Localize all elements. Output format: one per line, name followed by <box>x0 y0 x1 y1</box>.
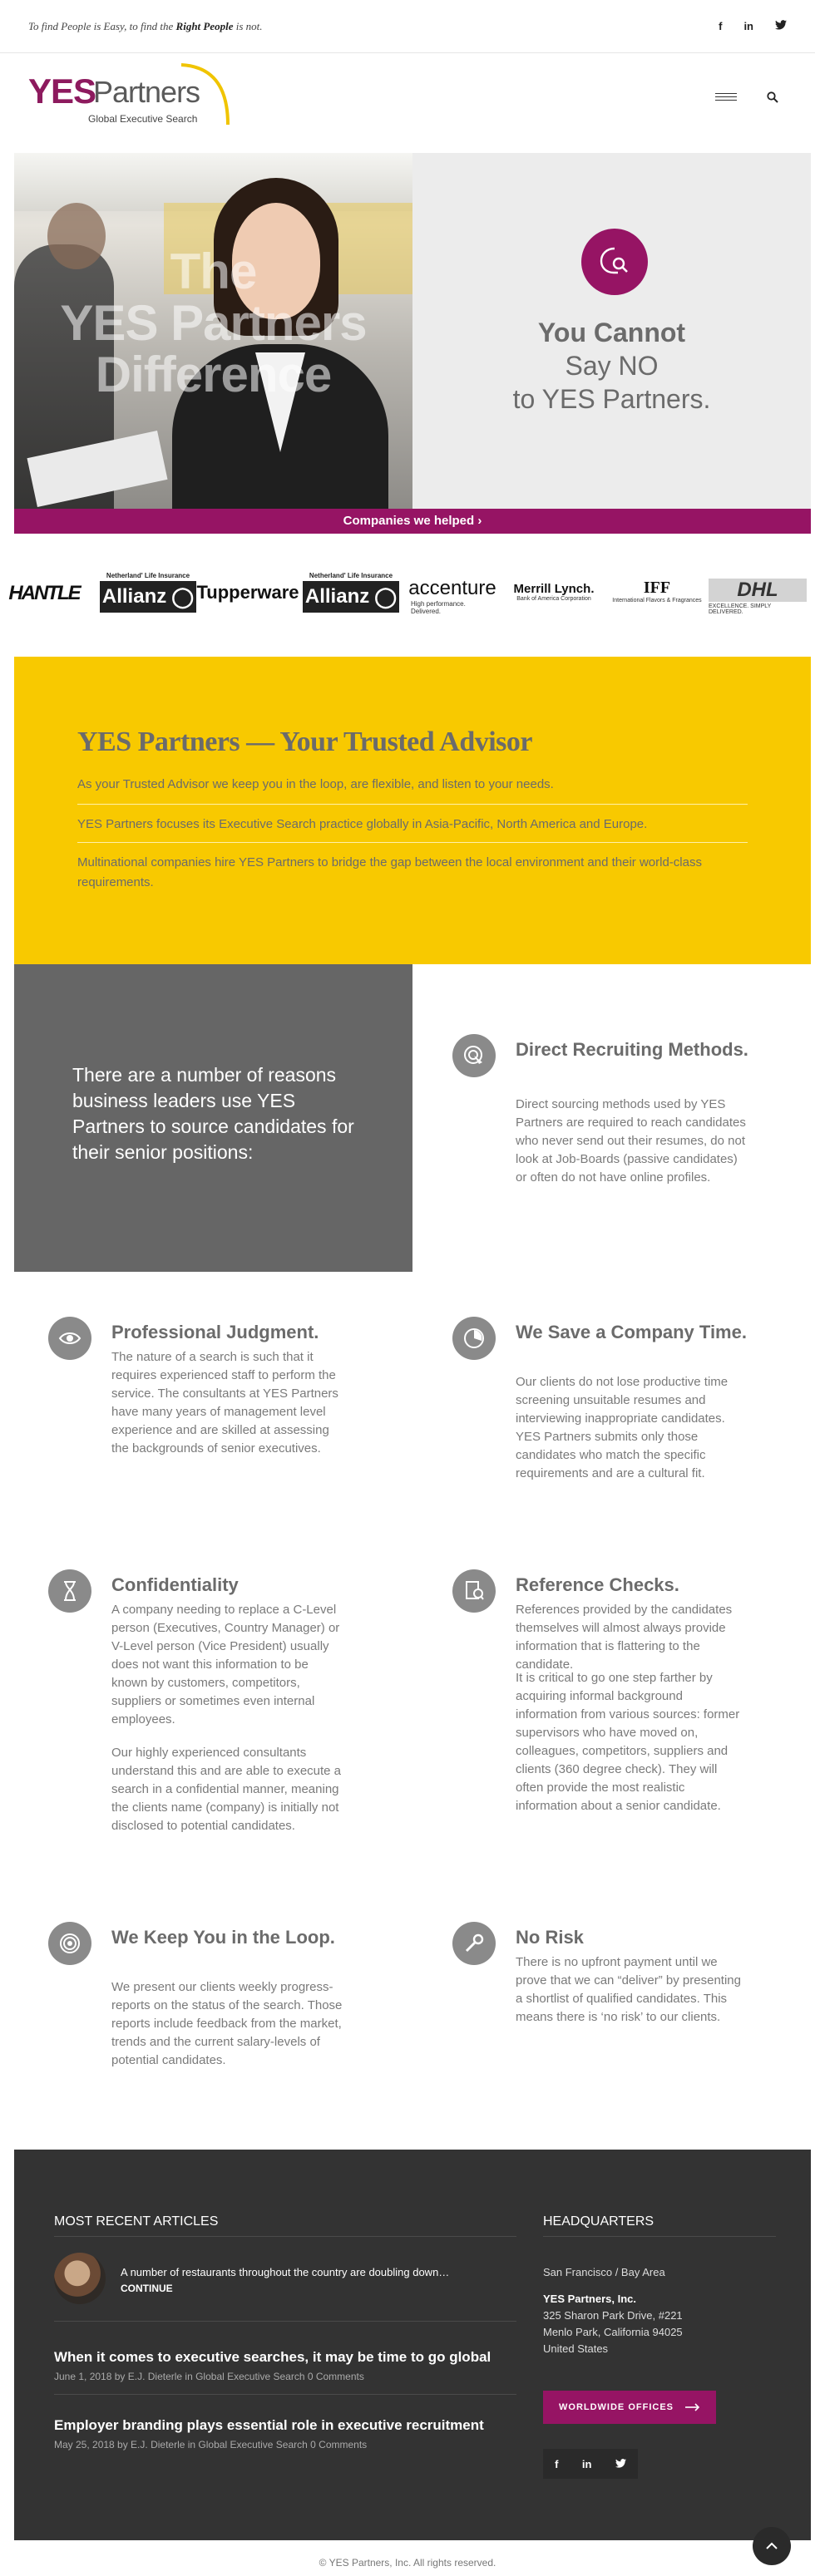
logo-hantle: HANTLE <box>8 582 80 604</box>
divider <box>54 2394 516 2395</box>
divider <box>77 804 748 805</box>
advisor-paragraph-3: Multinational companies hire YES Partners to bridge the gap between the local environment and their world-class requirements. <box>77 855 702 889</box>
feature-no-risk <box>452 1922 752 2071</box>
companies-we-helped-link[interactable]: Companies we helped › <box>14 509 811 534</box>
logo-subtitle: Global Executive Search <box>88 113 198 125</box>
hero-left-title: The YES Partners Difference <box>60 244 367 402</box>
feature-text: It is critical to go one step farther by acquiring informal background information from various sources: former supervisors who have moved on, colleagues, competitors, suppliers and clients (360 degree check). They will often provide the most realistic information about a senior candidate. <box>516 1671 740 1813</box>
facebook-icon[interactable]: f <box>719 20 723 32</box>
wrench-icon <box>452 1922 496 1965</box>
hq-address-1: 325 Sharon Park Drive, #221 <box>543 2309 683 2322</box>
twitter-icon[interactable] <box>615 2458 626 2470</box>
article-meta: May 25, 2018 by E.J. Dieterle in Global Executive Search 0 Comments <box>54 2439 368 2450</box>
clock-icon <box>452 1317 496 1360</box>
logo[interactable] <box>28 60 220 143</box>
hero-message <box>412 153 811 515</box>
feature-text: Our clients do not lose productive time screening unsuitable resumes and interviewing inappropriate candidates. YES Partners submits only those candidates who match the specific requirements and are a cultural fit. <box>516 1375 729 1480</box>
linkedin-icon[interactable]: in <box>743 20 753 32</box>
logo-merrill-lynch: Merrill Lynch. Bank of America Corporation <box>513 582 595 602</box>
article-title-link[interactable]: Employer branding plays essential role in executive recruitment <box>54 2417 484 2433</box>
feature-professional-judgment <box>48 1317 348 1500</box>
divider <box>543 2236 776 2237</box>
hq-country: United States <box>543 2342 609 2355</box>
eye-icon <box>48 1317 91 1360</box>
copyright: © YES Partners, Inc. All rights reserved. <box>319 2557 496 2569</box>
feature-text: We present our clients weekly progress-reports on the status of the search. Those reports include feedback from the market, trends and the current salary-levels of potential candidates. <box>111 1980 343 2067</box>
feature-title: No Risk <box>516 1927 584 1948</box>
feature-title: We Save a Company Time. <box>516 1322 747 1342</box>
article-title-link[interactable]: When it comes to executive searches, it may be time to go global <box>54 2349 491 2365</box>
tagline: To find People is Easy, to find the Right People is not. <box>28 19 263 32</box>
article-snippet: A number of restaurants throughout the country are doubling down… <box>121 2266 450 2278</box>
article-thumbnail[interactable] <box>54 2253 106 2304</box>
feature-title: Direct Recruiting Methods. <box>516 1039 748 1060</box>
hamburger-icon[interactable] <box>715 93 737 101</box>
allianz-emblem-icon: ◯ <box>374 585 398 608</box>
hq-heading: HEADQUARTERS <box>543 2214 654 2229</box>
feature-save-time <box>452 1317 752 1516</box>
hero-image <box>14 153 412 515</box>
hero-line-1: You Cannot <box>537 318 686 347</box>
logo-accenture: accenture High performance. Delivered. <box>408 577 496 615</box>
social-links-footer <box>543 2449 638 2479</box>
article-meta: June 1, 2018 by E.J. Dieterle in Global Executive Search 0 Comments <box>54 2371 364 2382</box>
logo-partners: Partners <box>93 75 200 109</box>
feature-text: Our highly experienced consultants understand this and are able to execute a search in a confidential manner, meaning the clients name (company) is initially not disclosed to potential candidates. <box>111 1746 342 1833</box>
articles-heading: MOST RECENT ARTICLES <box>54 2214 219 2229</box>
target-hand-icon <box>452 1034 496 1077</box>
feature-text: There is no upfront payment until we prove that we can “deliver” by presenting a shortlist of qualified candidates. This means there is ‘no risk’ to our clients. <box>516 1955 741 2024</box>
site-header <box>0 53 815 153</box>
hq-region: San Francisco / Bay Area <box>543 2266 665 2278</box>
feature-title: We Keep You in the Loop. <box>111 1927 335 1948</box>
feature-text: A company needing to replace a C-Level person (Executives, Country Manager) or V-Level person (Vice President) usually does not want this information to be known by customers, competitors, suppliers or sometimes even internal employees. <box>111 1603 340 1726</box>
advisor-title: YES Partners — Your Trusted Advisor <box>77 727 533 757</box>
arrow-right-icon <box>685 2403 700 2411</box>
feature-keep-in-loop <box>48 1922 348 2105</box>
logo-tupperware: Tupperware <box>196 582 299 603</box>
divider <box>54 2321 516 2322</box>
logo-allianz-2: Netherland' Life Insurance Allianz ◯ <box>303 572 399 613</box>
document-check-icon <box>452 1569 496 1613</box>
hourglass-icon <box>48 1569 91 1613</box>
facebook-icon[interactable]: f <box>555 2457 559 2470</box>
search-icon[interactable] <box>767 91 778 103</box>
feature-text: Direct sourcing methods used by YES Partners are required to reach candidates who never send out their resumes, do not look at Job-Boards (passive candidates) or often do not have online profiles. <box>516 1097 746 1185</box>
spiral-icon <box>48 1922 91 1965</box>
feature-title: Reference Checks. <box>516 1574 679 1595</box>
allianz-emblem-icon: ◯ <box>171 585 195 608</box>
divider <box>77 842 748 843</box>
hero <box>14 153 811 515</box>
logo-yes: YES <box>28 71 96 111</box>
linkedin-icon[interactable]: in <box>581 2457 592 2470</box>
client-logos <box>0 565 815 623</box>
worldwide-offices-button[interactable]: WORLDWIDE OFFICES <box>543 2391 716 2424</box>
feature-title: Confidentiality <box>111 1574 239 1595</box>
reasons-intro-panel <box>14 964 412 1272</box>
feature-reference-checks <box>452 1569 752 1877</box>
feature-title: Professional Judgment. <box>111 1322 319 1342</box>
trusted-advisor-section <box>14 657 811 964</box>
feature-text: The nature of a search is such that it requires experienced staff to perform the service. The consultants at YES Partners have many years of management level experience and are skilled at assessing the backgrounds of senior executives. <box>111 1350 338 1455</box>
top-bar <box>0 0 815 53</box>
hero-line-3: to YES Partners. <box>512 384 711 414</box>
site-footer <box>14 2150 811 2540</box>
social-links-top <box>719 20 787 32</box>
logo-allianz: Netherland' Life Insurance Allianz ◯ <box>100 572 196 613</box>
reasons-intro: There are a number of reasons business leaders use YES Partners to source candidates for their senior positions: <box>72 1064 354 1163</box>
logo-dhl: DHL EXCELLENCE. SIMPLY DELIVERED. <box>709 579 807 615</box>
chevron-up-icon <box>766 2542 778 2550</box>
logo-iff: IFF International Flavors & Fragrances <box>612 579 702 603</box>
advisor-paragraph-1: As your Trusted Advisor we keep you in the loop, are flexible, and listen to your needs. <box>77 777 554 791</box>
feature-text: References provided by the candidates themselves will almost always provide information that is flattering to the candidate. <box>516 1603 733 1672</box>
divider <box>54 2236 516 2237</box>
advisor-paragraph-2: YES Partners focuses its Executive Search practice globally in Asia-Pacific, North America and Europe. <box>77 817 648 831</box>
twitter-icon[interactable] <box>775 20 787 32</box>
hq-address-2: Menlo Park, California 94025 <box>543 2326 683 2338</box>
hq-company: YES Partners, Inc. <box>543 2293 636 2305</box>
hero-line-2: Say NO <box>565 351 659 381</box>
continue-link[interactable]: CONTINUE <box>121 2283 173 2294</box>
chat-search-icon <box>581 229 648 295</box>
feature-confidentiality <box>48 1569 348 1860</box>
feature-direct-recruiting <box>452 1034 752 1225</box>
